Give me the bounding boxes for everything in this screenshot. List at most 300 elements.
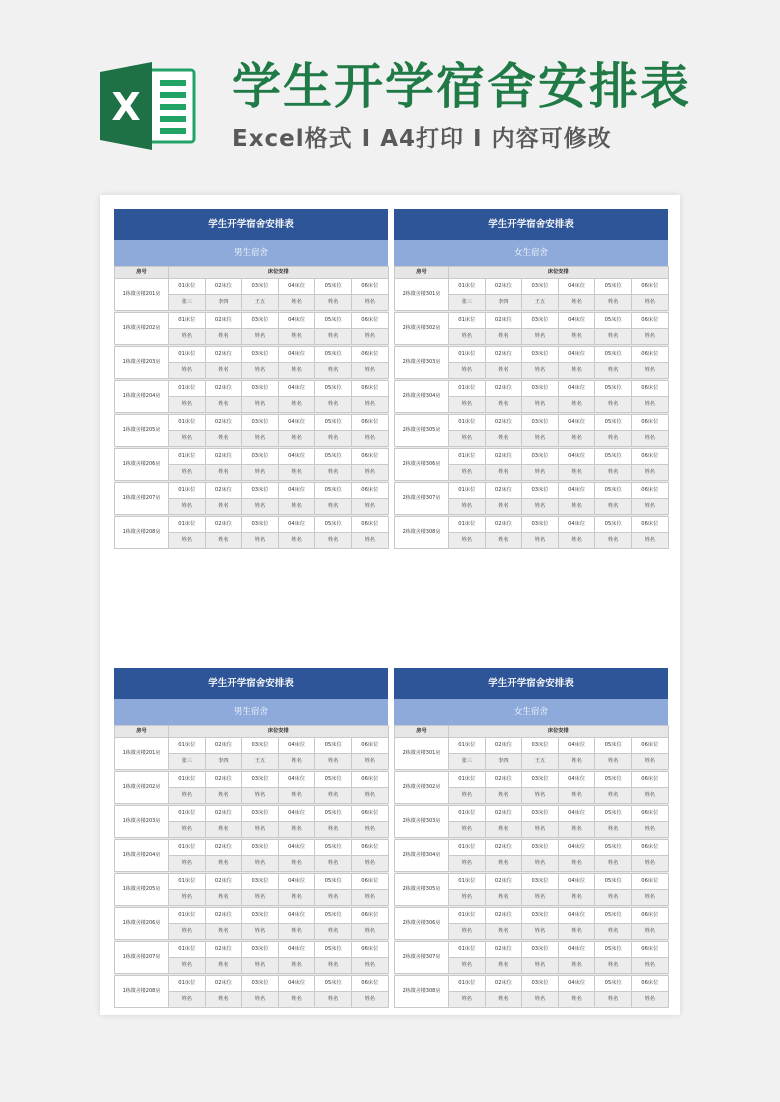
student-name-cell[interactable]: 姓名 [485, 329, 522, 345]
student-name-cell[interactable]: 姓名 [595, 499, 632, 515]
student-name-cell[interactable]: 姓名 [315, 958, 352, 974]
bed-label-cell[interactable]: 01床位 [169, 738, 206, 754]
student-name-cell[interactable]: 姓名 [351, 958, 388, 974]
bed-label-cell[interactable]: 04床位 [278, 942, 315, 958]
bed-label-cell[interactable]: 03床位 [242, 449, 279, 465]
room-number-cell[interactable]: 1栋微舍楼204房 [115, 381, 169, 413]
bed-label-cell[interactable]: 04床位 [278, 279, 315, 295]
room-number-cell[interactable]: 2栋微舍楼304房 [395, 381, 449, 413]
bed-label-cell[interactable]: 01床位 [169, 347, 206, 363]
bed-label-cell[interactable]: 06床位 [351, 806, 388, 822]
bed-label-cell[interactable]: 01床位 [449, 772, 486, 788]
room-number-cell[interactable]: 2栋微舍楼304房 [395, 840, 449, 872]
student-name-cell[interactable]: 姓名 [315, 992, 352, 1008]
student-name-cell[interactable]: 姓名 [449, 890, 486, 906]
student-name-cell[interactable]: 姓名 [315, 754, 352, 770]
bed-label-cell[interactable]: 02床位 [205, 772, 242, 788]
student-name-cell[interactable]: 姓名 [522, 431, 559, 447]
student-name-cell[interactable]: 姓名 [205, 499, 242, 515]
student-name-cell[interactable]: 姓名 [558, 329, 595, 345]
student-name-cell[interactable]: 姓名 [278, 363, 315, 379]
student-name-cell[interactable]: 姓名 [242, 465, 279, 481]
bed-label-cell[interactable]: 03床位 [242, 415, 279, 431]
student-name-cell[interactable]: 姓名 [351, 465, 388, 481]
bed-label-cell[interactable]: 01床位 [169, 449, 206, 465]
student-name-cell[interactable]: 姓名 [485, 533, 522, 549]
student-name-cell[interactable]: 姓名 [205, 397, 242, 413]
student-name-cell[interactable]: 李四 [205, 295, 242, 311]
room-number-cell[interactable]: 2栋微舍楼307房 [395, 483, 449, 515]
student-name-cell[interactable]: 姓名 [485, 822, 522, 838]
bed-label-cell[interactable]: 03床位 [522, 840, 559, 856]
student-name-cell[interactable]: 姓名 [449, 924, 486, 940]
bed-label-cell[interactable]: 06床位 [351, 347, 388, 363]
room-number-cell[interactable]: 2栋微舍楼301房 [395, 738, 449, 770]
student-name-cell[interactable]: 姓名 [558, 788, 595, 804]
student-name-cell[interactable]: 姓名 [522, 533, 559, 549]
student-name-cell[interactable]: 姓名 [485, 788, 522, 804]
bed-label-cell[interactable]: 05床位 [315, 279, 352, 295]
bed-label-cell[interactable]: 01床位 [449, 279, 486, 295]
bed-label-cell[interactable]: 06床位 [631, 772, 668, 788]
student-name-cell[interactable]: 姓名 [169, 822, 206, 838]
student-name-cell[interactable]: 姓名 [278, 958, 315, 974]
bed-label-cell[interactable]: 06床位 [351, 738, 388, 754]
room-number-cell[interactable]: 2栋微舍楼303房 [395, 806, 449, 838]
bed-label-cell[interactable]: 01床位 [169, 483, 206, 499]
bed-label-cell[interactable]: 03床位 [242, 381, 279, 397]
bed-label-cell[interactable]: 05床位 [315, 738, 352, 754]
bed-label-cell[interactable]: 02床位 [205, 279, 242, 295]
student-name-cell[interactable]: 姓名 [205, 788, 242, 804]
bed-label-cell[interactable]: 01床位 [169, 772, 206, 788]
student-name-cell[interactable]: 张三 [449, 295, 486, 311]
student-name-cell[interactable]: 姓名 [595, 856, 632, 872]
student-name-cell[interactable]: 姓名 [169, 924, 206, 940]
student-name-cell[interactable]: 姓名 [449, 856, 486, 872]
bed-label-cell[interactable]: 01床位 [449, 415, 486, 431]
bed-label-cell[interactable]: 04床位 [278, 772, 315, 788]
bed-label-cell[interactable]: 02床位 [205, 381, 242, 397]
bed-label-cell[interactable]: 06床位 [631, 806, 668, 822]
student-name-cell[interactable]: 姓名 [278, 397, 315, 413]
student-name-cell[interactable]: 姓名 [242, 822, 279, 838]
bed-label-cell[interactable]: 03床位 [522, 381, 559, 397]
student-name-cell[interactable]: 姓名 [631, 499, 668, 515]
bed-label-cell[interactable]: 04床位 [558, 415, 595, 431]
bed-label-cell[interactable]: 05床位 [315, 415, 352, 431]
bed-label-cell[interactable]: 01床位 [169, 415, 206, 431]
student-name-cell[interactable]: 姓名 [169, 533, 206, 549]
room-number-cell[interactable]: 1栋微舍楼203房 [115, 347, 169, 379]
student-name-cell[interactable]: 姓名 [242, 533, 279, 549]
student-name-cell[interactable]: 姓名 [169, 788, 206, 804]
bed-label-cell[interactable]: 02床位 [205, 976, 242, 992]
room-number-cell[interactable]: 1栋微舍楼205房 [115, 874, 169, 906]
student-name-cell[interactable]: 姓名 [595, 329, 632, 345]
room-number-cell[interactable]: 1栋微舍楼201房 [115, 279, 169, 311]
bed-label-cell[interactable]: 04床位 [558, 483, 595, 499]
student-name-cell[interactable]: 姓名 [278, 822, 315, 838]
student-name-cell[interactable]: 姓名 [522, 397, 559, 413]
student-name-cell[interactable]: 姓名 [631, 788, 668, 804]
student-name-cell[interactable]: 姓名 [631, 890, 668, 906]
student-name-cell[interactable]: 姓名 [631, 822, 668, 838]
room-number-cell[interactable]: 2栋微舍楼302房 [395, 772, 449, 804]
student-name-cell[interactable]: 李四 [485, 295, 522, 311]
student-name-cell[interactable]: 姓名 [631, 295, 668, 311]
bed-label-cell[interactable]: 06床位 [631, 942, 668, 958]
student-name-cell[interactable]: 姓名 [558, 754, 595, 770]
student-name-cell[interactable]: 姓名 [242, 924, 279, 940]
bed-label-cell[interactable]: 01床位 [169, 874, 206, 890]
student-name-cell[interactable]: 姓名 [351, 924, 388, 940]
bed-label-cell[interactable]: 02床位 [485, 517, 522, 533]
student-name-cell[interactable]: 姓名 [595, 890, 632, 906]
room-number-cell[interactable]: 1栋微舍楼201房 [115, 738, 169, 770]
room-number-cell[interactable]: 1栋微舍楼205房 [115, 415, 169, 447]
room-number-cell[interactable]: 2栋微舍楼308房 [395, 517, 449, 549]
bed-label-cell[interactable]: 06床位 [631, 840, 668, 856]
bed-label-cell[interactable]: 06床位 [351, 772, 388, 788]
student-name-cell[interactable]: 姓名 [631, 431, 668, 447]
bed-label-cell[interactable]: 05床位 [595, 449, 632, 465]
student-name-cell[interactable]: 姓名 [449, 329, 486, 345]
bed-label-cell[interactable]: 02床位 [485, 449, 522, 465]
student-name-cell[interactable]: 姓名 [169, 499, 206, 515]
bed-label-cell[interactable]: 03床位 [522, 806, 559, 822]
student-name-cell[interactable]: 姓名 [205, 431, 242, 447]
bed-label-cell[interactable]: 05床位 [315, 942, 352, 958]
student-name-cell[interactable]: 李四 [485, 754, 522, 770]
bed-label-cell[interactable]: 06床位 [351, 415, 388, 431]
room-number-cell[interactable]: 1栋微舍楼206房 [115, 449, 169, 481]
bed-label-cell[interactable]: 04床位 [278, 483, 315, 499]
student-name-cell[interactable]: 张三 [449, 754, 486, 770]
student-name-cell[interactable]: 姓名 [278, 465, 315, 481]
student-name-cell[interactable]: 姓名 [595, 754, 632, 770]
bed-label-cell[interactable]: 01床位 [169, 806, 206, 822]
bed-label-cell[interactable]: 04床位 [278, 908, 315, 924]
student-name-cell[interactable]: 姓名 [169, 958, 206, 974]
bed-label-cell[interactable]: 05床位 [315, 874, 352, 890]
room-number-cell[interactable]: 2栋微舍楼307房 [395, 942, 449, 974]
bed-label-cell[interactable]: 06床位 [631, 976, 668, 992]
student-name-cell[interactable]: 姓名 [449, 465, 486, 481]
student-name-cell[interactable]: 姓名 [595, 924, 632, 940]
student-name-cell[interactable]: 姓名 [558, 533, 595, 549]
student-name-cell[interactable]: 姓名 [351, 890, 388, 906]
bed-label-cell[interactable]: 01床位 [169, 381, 206, 397]
bed-label-cell[interactable]: 04床位 [558, 738, 595, 754]
bed-label-cell[interactable]: 02床位 [205, 908, 242, 924]
bed-label-cell[interactable]: 02床位 [485, 381, 522, 397]
student-name-cell[interactable]: 姓名 [595, 363, 632, 379]
bed-label-cell[interactable]: 04床位 [278, 806, 315, 822]
bed-label-cell[interactable]: 04床位 [278, 381, 315, 397]
bed-label-cell[interactable]: 04床位 [278, 517, 315, 533]
bed-label-cell[interactable]: 02床位 [205, 942, 242, 958]
bed-label-cell[interactable]: 02床位 [485, 313, 522, 329]
student-name-cell[interactable]: 姓名 [205, 890, 242, 906]
student-name-cell[interactable]: 张三 [169, 754, 206, 770]
student-name-cell[interactable]: 姓名 [315, 295, 352, 311]
student-name-cell[interactable]: 姓名 [315, 329, 352, 345]
student-name-cell[interactable]: 姓名 [169, 397, 206, 413]
student-name-cell[interactable]: 王五 [242, 754, 279, 770]
bed-label-cell[interactable]: 06床位 [351, 517, 388, 533]
student-name-cell[interactable]: 姓名 [595, 465, 632, 481]
student-name-cell[interactable]: 姓名 [485, 958, 522, 974]
student-name-cell[interactable]: 姓名 [522, 822, 559, 838]
bed-label-cell[interactable]: 04床位 [558, 942, 595, 958]
room-number-cell[interactable]: 1栋微舍楼202房 [115, 772, 169, 804]
bed-label-cell[interactable]: 03床位 [522, 415, 559, 431]
bed-label-cell[interactable]: 05床位 [595, 279, 632, 295]
bed-label-cell[interactable]: 02床位 [485, 908, 522, 924]
student-name-cell[interactable]: 李四 [205, 754, 242, 770]
student-name-cell[interactable]: 姓名 [242, 856, 279, 872]
student-name-cell[interactable]: 姓名 [205, 465, 242, 481]
student-name-cell[interactable]: 姓名 [485, 499, 522, 515]
student-name-cell[interactable]: 姓名 [522, 856, 559, 872]
bed-label-cell[interactable]: 02床位 [205, 415, 242, 431]
bed-label-cell[interactable]: 02床位 [485, 279, 522, 295]
bed-label-cell[interactable]: 04床位 [558, 806, 595, 822]
room-number-cell[interactable]: 2栋微舍楼305房 [395, 415, 449, 447]
student-name-cell[interactable]: 姓名 [595, 992, 632, 1008]
student-name-cell[interactable]: 姓名 [631, 856, 668, 872]
room-number-cell[interactable]: 2栋微舍楼302房 [395, 313, 449, 345]
bed-label-cell[interactable]: 04床位 [278, 738, 315, 754]
bed-label-cell[interactable]: 05床位 [595, 347, 632, 363]
bed-label-cell[interactable]: 05床位 [315, 347, 352, 363]
student-name-cell[interactable]: 姓名 [449, 822, 486, 838]
student-name-cell[interactable]: 姓名 [278, 856, 315, 872]
student-name-cell[interactable]: 姓名 [278, 533, 315, 549]
student-name-cell[interactable]: 姓名 [205, 329, 242, 345]
student-name-cell[interactable]: 姓名 [315, 890, 352, 906]
bed-label-cell[interactable]: 06床位 [351, 874, 388, 890]
bed-label-cell[interactable]: 04床位 [558, 449, 595, 465]
student-name-cell[interactable]: 姓名 [315, 397, 352, 413]
student-name-cell[interactable]: 姓名 [631, 363, 668, 379]
bed-label-cell[interactable]: 06床位 [631, 908, 668, 924]
student-name-cell[interactable]: 姓名 [558, 890, 595, 906]
bed-label-cell[interactable]: 06床位 [351, 279, 388, 295]
bed-label-cell[interactable]: 04床位 [558, 976, 595, 992]
student-name-cell[interactable]: 姓名 [278, 992, 315, 1008]
room-number-cell[interactable]: 1栋微舍楼202房 [115, 313, 169, 345]
student-name-cell[interactable]: 姓名 [205, 856, 242, 872]
student-name-cell[interactable]: 姓名 [351, 992, 388, 1008]
bed-label-cell[interactable]: 04床位 [278, 347, 315, 363]
student-name-cell[interactable]: 姓名 [315, 533, 352, 549]
student-name-cell[interactable]: 姓名 [205, 924, 242, 940]
bed-label-cell[interactable]: 05床位 [315, 313, 352, 329]
bed-label-cell[interactable]: 03床位 [522, 942, 559, 958]
student-name-cell[interactable]: 姓名 [558, 856, 595, 872]
student-name-cell[interactable]: 姓名 [242, 397, 279, 413]
student-name-cell[interactable]: 姓名 [485, 363, 522, 379]
bed-label-cell[interactable]: 05床位 [595, 976, 632, 992]
bed-label-cell[interactable]: 06床位 [631, 381, 668, 397]
bed-label-cell[interactable]: 05床位 [315, 908, 352, 924]
bed-label-cell[interactable]: 02床位 [485, 347, 522, 363]
student-name-cell[interactable]: 姓名 [449, 397, 486, 413]
student-name-cell[interactable]: 姓名 [278, 295, 315, 311]
bed-label-cell[interactable]: 04床位 [278, 415, 315, 431]
student-name-cell[interactable]: 姓名 [558, 822, 595, 838]
bed-label-cell[interactable]: 06床位 [631, 738, 668, 754]
student-name-cell[interactable]: 姓名 [351, 822, 388, 838]
bed-label-cell[interactable]: 05床位 [315, 517, 352, 533]
room-number-cell[interactable]: 2栋微舍楼303房 [395, 347, 449, 379]
bed-label-cell[interactable]: 05床位 [595, 908, 632, 924]
student-name-cell[interactable]: 姓名 [169, 992, 206, 1008]
student-name-cell[interactable]: 姓名 [351, 788, 388, 804]
bed-label-cell[interactable]: 05床位 [315, 772, 352, 788]
room-number-cell[interactable]: 1栋微舍楼208房 [115, 976, 169, 1008]
bed-label-cell[interactable]: 04床位 [558, 517, 595, 533]
bed-label-cell[interactable]: 06床位 [351, 942, 388, 958]
bed-label-cell[interactable]: 04床位 [558, 381, 595, 397]
student-name-cell[interactable]: 姓名 [449, 992, 486, 1008]
student-name-cell[interactable]: 姓名 [485, 890, 522, 906]
room-number-cell[interactable]: 2栋微舍楼306房 [395, 449, 449, 481]
student-name-cell[interactable]: 姓名 [315, 465, 352, 481]
student-name-cell[interactable]: 姓名 [242, 992, 279, 1008]
bed-label-cell[interactable]: 03床位 [242, 942, 279, 958]
student-name-cell[interactable]: 姓名 [205, 363, 242, 379]
bed-label-cell[interactable]: 06床位 [631, 874, 668, 890]
student-name-cell[interactable]: 姓名 [169, 431, 206, 447]
student-name-cell[interactable]: 姓名 [242, 431, 279, 447]
student-name-cell[interactable]: 姓名 [351, 329, 388, 345]
student-name-cell[interactable]: 姓名 [558, 431, 595, 447]
bed-label-cell[interactable]: 05床位 [315, 976, 352, 992]
bed-label-cell[interactable]: 05床位 [595, 874, 632, 890]
student-name-cell[interactable]: 姓名 [485, 856, 522, 872]
student-name-cell[interactable]: 姓名 [278, 890, 315, 906]
student-name-cell[interactable]: 姓名 [315, 431, 352, 447]
student-name-cell[interactable]: 王五 [522, 754, 559, 770]
bed-label-cell[interactable]: 03床位 [522, 517, 559, 533]
bed-label-cell[interactable]: 02床位 [485, 483, 522, 499]
student-name-cell[interactable]: 姓名 [485, 397, 522, 413]
bed-label-cell[interactable]: 04床位 [558, 908, 595, 924]
student-name-cell[interactable]: 姓名 [315, 856, 352, 872]
student-name-cell[interactable]: 姓名 [449, 431, 486, 447]
student-name-cell[interactable]: 姓名 [522, 924, 559, 940]
student-name-cell[interactable]: 姓名 [315, 788, 352, 804]
student-name-cell[interactable]: 姓名 [522, 363, 559, 379]
bed-label-cell[interactable]: 05床位 [315, 449, 352, 465]
bed-label-cell[interactable]: 02床位 [205, 313, 242, 329]
bed-label-cell[interactable]: 01床位 [169, 942, 206, 958]
student-name-cell[interactable]: 姓名 [558, 363, 595, 379]
room-number-cell[interactable]: 1栋微舍楼206房 [115, 908, 169, 940]
student-name-cell[interactable]: 姓名 [315, 363, 352, 379]
student-name-cell[interactable]: 姓名 [631, 924, 668, 940]
student-name-cell[interactable]: 姓名 [449, 363, 486, 379]
bed-label-cell[interactable]: 01床位 [449, 381, 486, 397]
bed-label-cell[interactable]: 05床位 [595, 381, 632, 397]
bed-label-cell[interactable]: 02床位 [485, 806, 522, 822]
bed-label-cell[interactable]: 02床位 [205, 449, 242, 465]
bed-label-cell[interactable]: 03床位 [522, 279, 559, 295]
bed-label-cell[interactable]: 01床位 [449, 347, 486, 363]
bed-label-cell[interactable]: 01床位 [449, 738, 486, 754]
bed-label-cell[interactable]: 04床位 [558, 279, 595, 295]
student-name-cell[interactable]: 姓名 [242, 329, 279, 345]
bed-label-cell[interactable]: 05床位 [315, 483, 352, 499]
bed-label-cell[interactable]: 01床位 [449, 806, 486, 822]
student-name-cell[interactable]: 王五 [522, 295, 559, 311]
student-name-cell[interactable]: 姓名 [205, 533, 242, 549]
student-name-cell[interactable]: 姓名 [278, 431, 315, 447]
room-number-cell[interactable]: 1栋微舍楼204房 [115, 840, 169, 872]
student-name-cell[interactable]: 姓名 [278, 924, 315, 940]
bed-label-cell[interactable]: 06床位 [631, 449, 668, 465]
student-name-cell[interactable]: 姓名 [485, 465, 522, 481]
bed-label-cell[interactable]: 03床位 [242, 483, 279, 499]
bed-label-cell[interactable]: 03床位 [242, 313, 279, 329]
student-name-cell[interactable]: 姓名 [631, 533, 668, 549]
bed-label-cell[interactable]: 05床位 [595, 942, 632, 958]
bed-label-cell[interactable]: 06床位 [631, 279, 668, 295]
bed-label-cell[interactable]: 01床位 [449, 313, 486, 329]
student-name-cell[interactable]: 姓名 [595, 958, 632, 974]
student-name-cell[interactable]: 姓名 [351, 295, 388, 311]
student-name-cell[interactable]: 姓名 [485, 431, 522, 447]
bed-label-cell[interactable]: 03床位 [242, 840, 279, 856]
student-name-cell[interactable]: 姓名 [558, 397, 595, 413]
bed-label-cell[interactable]: 06床位 [351, 381, 388, 397]
student-name-cell[interactable]: 姓名 [315, 499, 352, 515]
bed-label-cell[interactable]: 06床位 [351, 449, 388, 465]
student-name-cell[interactable]: 姓名 [522, 499, 559, 515]
student-name-cell[interactable]: 姓名 [485, 924, 522, 940]
student-name-cell[interactable]: 姓名 [522, 329, 559, 345]
bed-label-cell[interactable]: 03床位 [522, 874, 559, 890]
student-name-cell[interactable]: 姓名 [351, 431, 388, 447]
bed-label-cell[interactable]: 04床位 [278, 313, 315, 329]
room-number-cell[interactable]: 2栋微舍楼301房 [395, 279, 449, 311]
student-name-cell[interactable]: 姓名 [351, 363, 388, 379]
bed-label-cell[interactable]: 06床位 [631, 483, 668, 499]
bed-label-cell[interactable]: 02床位 [205, 806, 242, 822]
student-name-cell[interactable]: 姓名 [595, 397, 632, 413]
bed-label-cell[interactable]: 04床位 [558, 772, 595, 788]
bed-label-cell[interactable]: 03床位 [522, 772, 559, 788]
student-name-cell[interactable]: 姓名 [595, 295, 632, 311]
bed-label-cell[interactable]: 06床位 [351, 908, 388, 924]
bed-label-cell[interactable]: 02床位 [205, 347, 242, 363]
student-name-cell[interactable]: 姓名 [558, 992, 595, 1008]
bed-label-cell[interactable]: 02床位 [485, 976, 522, 992]
bed-label-cell[interactable]: 05床位 [595, 517, 632, 533]
room-number-cell[interactable]: 1栋微舍楼208房 [115, 517, 169, 549]
bed-label-cell[interactable]: 02床位 [485, 772, 522, 788]
student-name-cell[interactable]: 姓名 [631, 397, 668, 413]
bed-label-cell[interactable]: 05床位 [315, 840, 352, 856]
bed-label-cell[interactable]: 05床位 [595, 738, 632, 754]
room-number-cell[interactable]: 2栋微舍楼305房 [395, 874, 449, 906]
student-name-cell[interactable]: 姓名 [522, 958, 559, 974]
bed-label-cell[interactable]: 06床位 [631, 415, 668, 431]
room-number-cell[interactable]: 2栋微舍楼306房 [395, 908, 449, 940]
